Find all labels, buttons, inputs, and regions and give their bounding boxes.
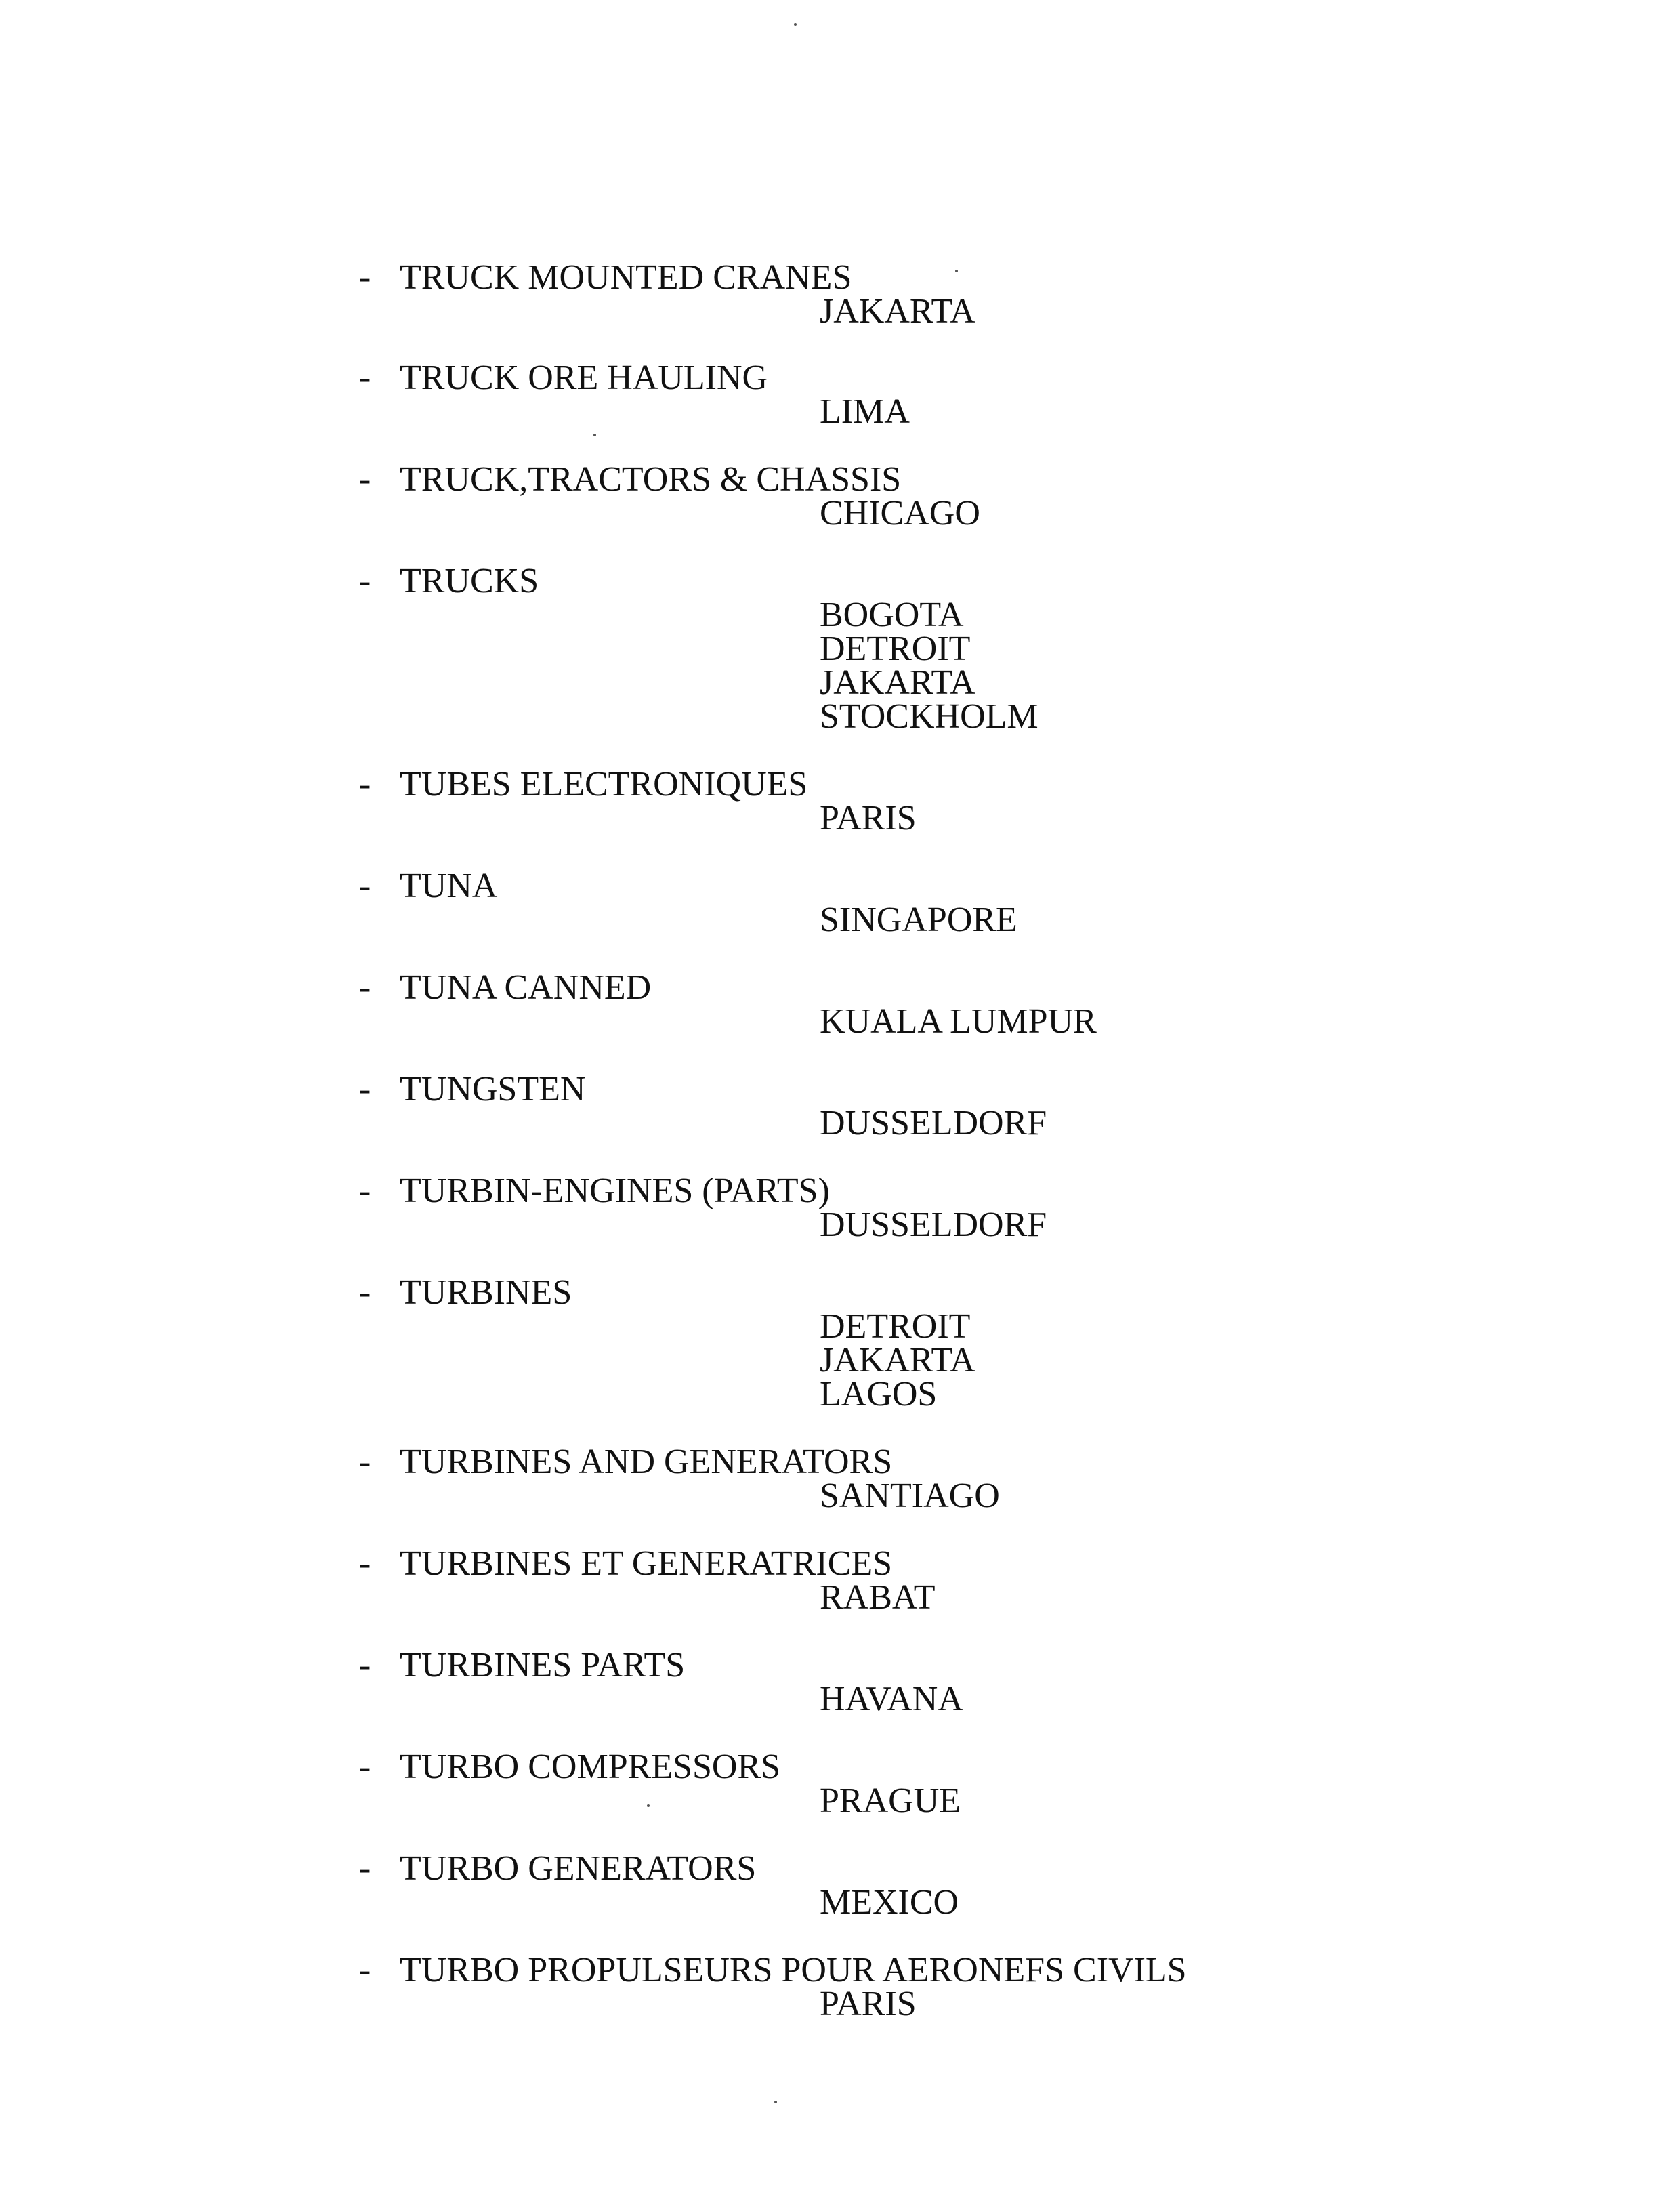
bullet-dash: - xyxy=(359,562,371,600)
scan-speck xyxy=(593,434,596,436)
entry-head xyxy=(359,358,1511,397)
entry-head xyxy=(359,1646,1511,1684)
product-name: TRUCK ORE HAULING xyxy=(400,358,768,397)
product-name: TURBO COMPRESSORS xyxy=(400,1748,781,1786)
city-name: PRAGUE xyxy=(820,1781,961,1820)
product-name: TUNA xyxy=(400,867,498,905)
list-item xyxy=(359,765,1511,837)
list-item xyxy=(359,869,1511,937)
bullet-dash: - xyxy=(359,1544,371,1583)
list-item xyxy=(359,1273,1511,1413)
entry-head xyxy=(359,765,1511,804)
city-list xyxy=(820,1002,1511,1041)
city-list xyxy=(820,1205,1511,1244)
entry-head xyxy=(359,1544,1511,1583)
bullet-dash: - xyxy=(359,765,371,804)
city-name: KUALA LUMPUR xyxy=(820,1002,1097,1041)
bullet-dash: - xyxy=(359,358,371,397)
city-name: BOGOTA xyxy=(820,596,964,634)
product-name: TUNA CANNED xyxy=(400,968,652,1007)
entry-head xyxy=(359,258,1511,297)
entry-head xyxy=(359,1445,1511,1479)
city-list xyxy=(820,1476,1511,1515)
list-item xyxy=(359,564,1511,734)
product-name: TURBINES PARTS xyxy=(400,1646,686,1684)
city-list xyxy=(820,1987,1511,2021)
city-list xyxy=(820,392,1511,431)
product-name: TURBO GENERATORS xyxy=(400,1849,757,1888)
scan-speck xyxy=(794,23,797,26)
city-list xyxy=(820,1104,1511,1142)
city-list xyxy=(820,292,1511,331)
city-name: MEXICO xyxy=(820,1883,959,1922)
city-name: SANTIAGO xyxy=(820,1476,1000,1515)
city-name: DETROIT xyxy=(820,1307,971,1346)
city-name: LAGOS xyxy=(820,1375,938,1413)
city-name: PARIS xyxy=(820,1985,917,2023)
city-name: DETROIT xyxy=(820,629,971,668)
bullet-dash: - xyxy=(359,1172,371,1210)
city-name: JAKARTA xyxy=(820,663,975,702)
product-name: TRUCK,TRACTORS & CHASSIS xyxy=(400,460,902,499)
product-name: TURBINES ET GENERATRICES xyxy=(400,1544,893,1583)
city-list xyxy=(820,1682,1511,1716)
city-list xyxy=(820,799,1511,837)
city-name: DUSSELDORF xyxy=(820,1104,1047,1142)
bullet-dash: - xyxy=(359,867,371,905)
bullet-dash: - xyxy=(359,1443,371,1481)
entry-head xyxy=(359,1953,1511,1987)
city-list xyxy=(820,494,1511,533)
city-name: LIMA xyxy=(820,392,910,431)
list-item xyxy=(359,258,1511,331)
entry-head xyxy=(359,1750,1511,1784)
list-item xyxy=(359,358,1511,431)
city-list xyxy=(820,903,1511,937)
list-item xyxy=(359,1750,1511,1818)
city-list xyxy=(820,1307,1511,1413)
bullet-dash: - xyxy=(359,1748,371,1786)
bullet-dash: - xyxy=(359,968,371,1007)
city-list xyxy=(820,1883,1511,1922)
city-name: HAVANA xyxy=(820,1680,963,1718)
entry-head xyxy=(359,869,1511,903)
product-name: TUBES ELECTRONIQUES xyxy=(400,765,808,804)
entry-head xyxy=(359,1174,1511,1208)
entry-head xyxy=(359,1273,1511,1312)
scan-speck xyxy=(647,1804,650,1807)
entry-head xyxy=(359,1070,1511,1109)
entry-head xyxy=(359,968,1511,1007)
product-name: TRUCK MOUNTED CRANES xyxy=(400,258,852,297)
scan-speck xyxy=(774,2101,777,2103)
list-item xyxy=(359,1849,1511,1922)
city-name: RABAT xyxy=(820,1578,936,1617)
list-item xyxy=(359,1445,1511,1513)
city-name: JAKARTA xyxy=(820,292,975,331)
bullet-dash: - xyxy=(359,1646,371,1684)
city-name: DUSSELDORF xyxy=(820,1205,1047,1244)
city-name: CHICAGO xyxy=(820,494,980,533)
city-list xyxy=(820,1578,1511,1617)
list-item xyxy=(359,1646,1511,1718)
entry-head xyxy=(359,1849,1511,1888)
bullet-dash: - xyxy=(359,460,371,499)
bullet-dash: - xyxy=(359,1273,371,1312)
list-item xyxy=(359,1953,1511,2021)
bullet-dash: - xyxy=(359,258,371,297)
city-list xyxy=(820,598,1511,734)
product-name: TURBINES xyxy=(400,1273,572,1312)
product-name: TRUCKS xyxy=(400,562,539,600)
list-item xyxy=(359,968,1511,1041)
list-item xyxy=(359,1174,1511,1242)
bullet-dash: - xyxy=(359,1849,371,1888)
list-item xyxy=(359,1070,1511,1142)
city-list xyxy=(820,1781,1511,1820)
entry-head xyxy=(359,460,1511,499)
list-item xyxy=(359,1544,1511,1617)
bullet-dash: - xyxy=(359,1951,371,1989)
city-name: PARIS xyxy=(820,799,917,837)
city-name: SINGAPORE xyxy=(820,901,1017,939)
city-name: STOCKHOLM xyxy=(820,697,1038,736)
list-item xyxy=(359,460,1511,533)
product-name: TURBO PROPULSEURS POUR AERONEFS CIVILS xyxy=(400,1951,1187,1989)
bullet-dash: - xyxy=(359,1070,371,1109)
entry-head xyxy=(359,564,1511,598)
scan-speck xyxy=(955,270,958,272)
product-name: TUNGSTEN xyxy=(400,1070,586,1109)
product-name: TURBINES AND GENERATORS xyxy=(400,1443,893,1481)
product-name: TURBIN-ENGINES (PARTS) xyxy=(400,1172,830,1210)
city-name: JAKARTA xyxy=(820,1341,975,1380)
